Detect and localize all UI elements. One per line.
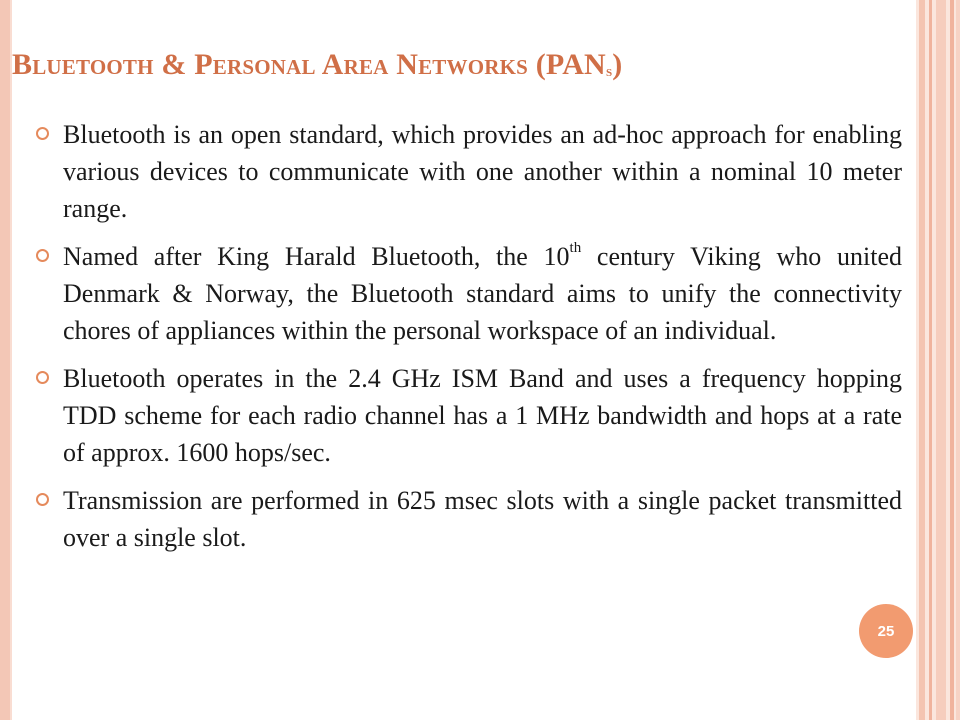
slide-title-subscript: s bbox=[605, 63, 613, 80]
circle-bullet-icon bbox=[36, 127, 49, 140]
circle-bullet-icon bbox=[36, 371, 49, 384]
bullet-item bbox=[32, 116, 902, 227]
stripe bbox=[956, 0, 960, 720]
left-frame-border bbox=[0, 0, 10, 720]
stripe bbox=[919, 0, 925, 720]
circle-bullet-icon bbox=[36, 249, 49, 262]
bullet-text: Bluetooth is an open standard, which provides an ad-hoc approach for enabling various devices to communicate with one another within a nominal 10 meter range. bbox=[63, 120, 902, 223]
bullet-text-before: Named after King Harald Bluetooth, the 10 bbox=[63, 242, 570, 271]
slide-title-main: Bluetooth & Personal Area Networks (PAN bbox=[12, 48, 606, 81]
page-number-badge bbox=[859, 604, 913, 658]
bullet-text-after: century Viking who united Denmark & Norway, the Bluetooth standard aims to unify the connectivity chores of appliances within the personal workspace of an individual. bbox=[63, 242, 902, 345]
page-number-text: 25 bbox=[877, 622, 895, 640]
bullet-text: Bluetooth operates in the 2.4 GHz ISM Band and uses a frequency hopping TDD scheme for each radio channel has a 1 MHz bandwidth and hops at a rate of approx. 1600 hops/sec. bbox=[63, 364, 902, 467]
circle-bullet-icon bbox=[36, 493, 49, 506]
stripe bbox=[936, 0, 946, 720]
stripe bbox=[929, 0, 932, 720]
slide-title bbox=[12, 48, 622, 82]
bullet-text: Transmission are performed in 625 msec slots with a single packet transmitted over a single slot. bbox=[63, 486, 902, 552]
slide-title-close: ) bbox=[612, 48, 623, 81]
bullet-superscript: th bbox=[569, 240, 582, 257]
right-decorative-stripes bbox=[916, 0, 960, 720]
bullet-item bbox=[32, 482, 902, 556]
bullet-list bbox=[32, 116, 902, 567]
left-frame-inner-border bbox=[10, 0, 12, 720]
bullet-item bbox=[32, 360, 902, 471]
bullet-item bbox=[32, 238, 902, 349]
stripe bbox=[950, 0, 954, 720]
